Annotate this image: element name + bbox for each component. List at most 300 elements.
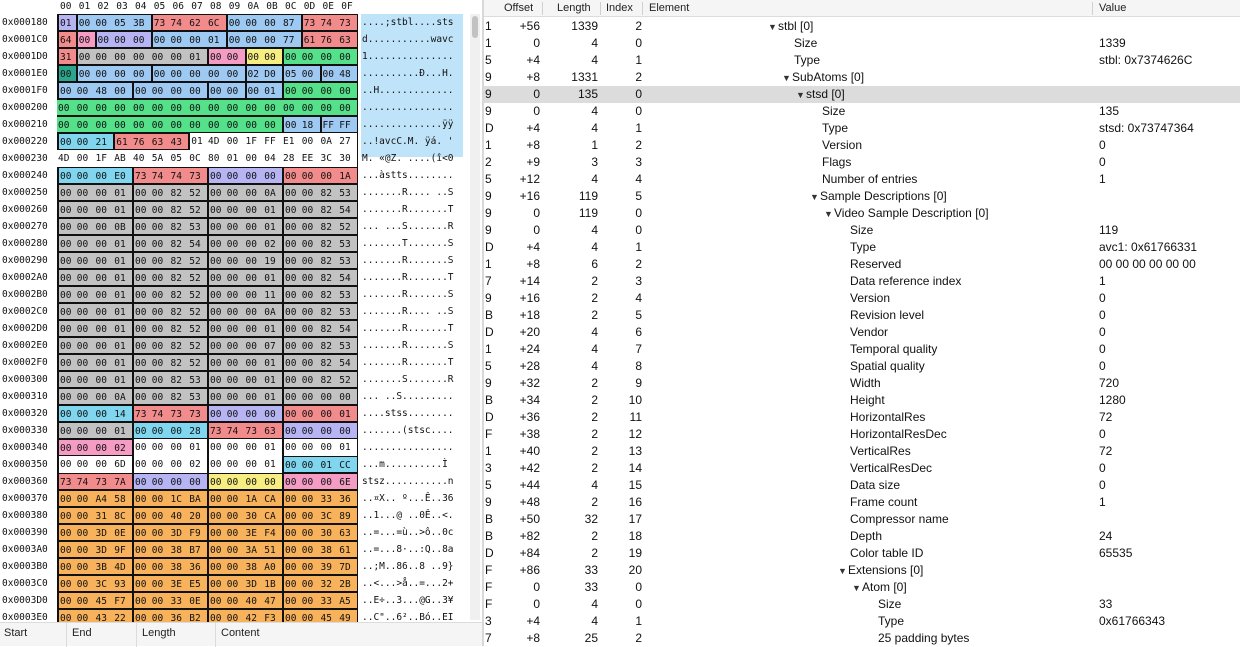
hex-byte[interactable]: 00 bbox=[207, 48, 226, 65]
hex-byte[interactable]: 21 bbox=[95, 133, 114, 150]
hex-byte[interactable]: 00 bbox=[76, 252, 95, 269]
hex-byte[interactable]: 82 bbox=[170, 320, 189, 337]
hex-byte[interactable]: 53 bbox=[338, 252, 357, 269]
hex-byte[interactable]: 00 bbox=[320, 439, 339, 456]
hex-byte[interactable]: 00 bbox=[132, 31, 151, 48]
ascii-row[interactable]: ... ..S......... bbox=[362, 391, 454, 402]
hex-byte[interactable]: 9F bbox=[113, 541, 132, 558]
hex-byte[interactable]: 00 bbox=[282, 388, 301, 405]
hex-byte[interactable]: 3E bbox=[245, 524, 264, 541]
hex-byte[interactable]: 82 bbox=[170, 303, 189, 320]
hex-byte[interactable]: 38 bbox=[245, 558, 264, 575]
hex-byte[interactable]: 00 bbox=[76, 558, 95, 575]
hex-byte[interactable]: 00 bbox=[95, 337, 114, 354]
hex-byte[interactable]: 00 bbox=[57, 609, 76, 622]
hex-byte[interactable]: 00 bbox=[226, 524, 245, 541]
hex-byte[interactable]: 4D bbox=[113, 558, 132, 575]
hex-byte[interactable]: 00 bbox=[245, 167, 264, 184]
hex-byte[interactable]: CC bbox=[338, 456, 357, 473]
hex-byte[interactable]: E1 bbox=[282, 133, 301, 150]
hex-byte[interactable]: 00 bbox=[95, 31, 114, 48]
hex-byte[interactable]: 00 bbox=[76, 303, 95, 320]
hex-byte[interactable]: 00 bbox=[226, 490, 245, 507]
hex-byte[interactable]: 00 bbox=[245, 354, 264, 371]
hex-byte[interactable]: 63 bbox=[338, 31, 357, 48]
hex-byte[interactable]: 00 bbox=[282, 541, 301, 558]
tree-row[interactable] bbox=[484, 630, 1240, 646]
hex-byte[interactable]: 43 bbox=[95, 609, 114, 622]
hex-byte[interactable]: 82 bbox=[170, 337, 189, 354]
hex-byte[interactable]: 00 bbox=[132, 490, 151, 507]
hex-byte[interactable]: 48 bbox=[338, 65, 357, 82]
hex-byte[interactable]: 01 bbox=[113, 252, 132, 269]
hex-byte[interactable]: 01 bbox=[188, 48, 207, 65]
hex-byte[interactable]: 00 bbox=[282, 609, 301, 622]
hex-byte[interactable]: 77 bbox=[282, 31, 301, 48]
hex-byte[interactable]: 1B bbox=[263, 575, 282, 592]
hex-byte[interactable]: 01 bbox=[263, 371, 282, 388]
hex-byte[interactable]: 00 bbox=[245, 235, 264, 252]
hex-byte[interactable]: 00 bbox=[132, 388, 151, 405]
hex-byte[interactable]: 00 bbox=[245, 184, 264, 201]
hex-byte[interactable]: 52 bbox=[338, 218, 357, 235]
hex-byte[interactable]: 00 bbox=[338, 48, 357, 65]
hex-byte[interactable]: 00 bbox=[76, 507, 95, 524]
column-header-element[interactable]: Element bbox=[649, 2, 690, 14]
hex-byte[interactable]: 00 bbox=[282, 167, 301, 184]
hex-byte[interactable]: 28 bbox=[282, 150, 301, 167]
hex-byte[interactable]: 00 bbox=[57, 456, 76, 473]
hex-byte[interactable]: 3E bbox=[170, 575, 189, 592]
hex-byte[interactable]: 00 bbox=[282, 116, 301, 133]
hex-byte[interactable]: 27 bbox=[338, 133, 357, 150]
hex-byte[interactable]: 00 bbox=[282, 320, 301, 337]
hex-byte[interactable]: 00 bbox=[207, 184, 226, 201]
hex-byte[interactable]: 01 bbox=[113, 286, 132, 303]
disclosure-triangle-icon[interactable]: ▼ bbox=[782, 73, 791, 83]
hex-byte[interactable]: 5A bbox=[151, 150, 170, 167]
hex-byte[interactable]: 00 bbox=[76, 133, 95, 150]
hex-byte[interactable]: EE bbox=[301, 150, 320, 167]
hex-byte[interactable]: 00 bbox=[301, 422, 320, 439]
ascii-row[interactable]: .......R.......T bbox=[362, 272, 454, 283]
hex-byte[interactable]: 00 bbox=[57, 592, 76, 609]
hex-byte[interactable]: 00 bbox=[226, 303, 245, 320]
hex-byte[interactable]: 00 bbox=[245, 371, 264, 388]
hex-byte[interactable]: 00 bbox=[57, 422, 76, 439]
hex-byte[interactable]: 1A bbox=[245, 490, 264, 507]
hex-byte[interactable]: 00 bbox=[76, 439, 95, 456]
hex-byte[interactable]: 00 bbox=[132, 235, 151, 252]
hex-byte[interactable]: 00 bbox=[151, 116, 170, 133]
ascii-row[interactable]: ..¤X.. º...Ê..36 bbox=[362, 493, 454, 504]
hex-byte[interactable]: 00 bbox=[76, 320, 95, 337]
hex-byte[interactable]: 00 bbox=[132, 269, 151, 286]
hex-byte[interactable]: 00 bbox=[207, 575, 226, 592]
hex-byte[interactable]: 82 bbox=[320, 303, 339, 320]
tree-row[interactable] bbox=[484, 69, 1240, 86]
hex-scrollbar-thumb[interactable] bbox=[472, 16, 478, 38]
hex-byte[interactable]: 53 bbox=[188, 388, 207, 405]
ascii-row[interactable]: .......R.......T bbox=[362, 357, 454, 368]
hex-byte[interactable]: 00 bbox=[188, 99, 207, 116]
hex-byte[interactable]: 00 bbox=[245, 388, 264, 405]
hex-byte[interactable]: 01 bbox=[263, 218, 282, 235]
hex-byte[interactable]: 00 bbox=[301, 218, 320, 235]
hex-byte[interactable]: 00 bbox=[226, 31, 245, 48]
hex-byte[interactable]: 00 bbox=[207, 167, 226, 184]
hex-byte[interactable]: 00 bbox=[207, 473, 226, 490]
hex-byte[interactable]: 00 bbox=[95, 371, 114, 388]
hex-byte[interactable]: 00 bbox=[57, 405, 76, 422]
hex-byte[interactable]: 73 bbox=[245, 422, 264, 439]
hex-byte[interactable]: 00 bbox=[113, 82, 132, 99]
hex-byte[interactable]: 38 bbox=[320, 541, 339, 558]
hex-byte[interactable]: 00 bbox=[320, 65, 339, 82]
hex-byte[interactable]: 00 bbox=[76, 235, 95, 252]
hex-byte[interactable]: 73 bbox=[57, 473, 76, 490]
hex-byte[interactable]: 00 bbox=[282, 490, 301, 507]
hex-byte[interactable]: 00 bbox=[170, 422, 189, 439]
hex-byte[interactable]: 52 bbox=[188, 269, 207, 286]
hex-byte[interactable]: 00 bbox=[245, 456, 264, 473]
hex-byte[interactable]: 00 bbox=[188, 65, 207, 82]
hex-byte[interactable]: 00 bbox=[132, 320, 151, 337]
ascii-row[interactable]: .......R.......T bbox=[362, 204, 454, 215]
hex-byte[interactable]: 00 bbox=[132, 337, 151, 354]
hex-byte[interactable]: 00 bbox=[301, 558, 320, 575]
hex-byte[interactable]: 00 bbox=[320, 388, 339, 405]
hex-byte[interactable]: 00 bbox=[132, 286, 151, 303]
hex-byte[interactable]: 00 bbox=[57, 337, 76, 354]
hex-byte[interactable]: 52 bbox=[188, 337, 207, 354]
hex-byte[interactable]: 54 bbox=[338, 201, 357, 218]
hex-byte[interactable]: 52 bbox=[338, 371, 357, 388]
hex-byte[interactable]: 00 bbox=[76, 609, 95, 622]
hex-byte[interactable]: 00 bbox=[95, 99, 114, 116]
ascii-row[interactable]: M. «@Z. ....(î<0 bbox=[362, 153, 454, 164]
hex-byte[interactable]: 00 bbox=[132, 201, 151, 218]
hex-byte[interactable]: 3C bbox=[95, 575, 114, 592]
hex-byte[interactable]: 00 bbox=[301, 592, 320, 609]
hex-byte[interactable]: 00 bbox=[76, 14, 95, 31]
ascii-row[interactable]: ... ...S.......R bbox=[362, 221, 454, 232]
hex-byte[interactable]: 00 bbox=[95, 65, 114, 82]
hex-byte[interactable]: 00 bbox=[76, 48, 95, 65]
hex-byte[interactable]: 61 bbox=[301, 31, 320, 48]
hex-byte[interactable]: 00 bbox=[132, 371, 151, 388]
hex-byte[interactable]: 54 bbox=[338, 320, 357, 337]
hex-byte[interactable]: 6C bbox=[207, 14, 226, 31]
hex-byte[interactable]: 54 bbox=[188, 235, 207, 252]
hex-byte[interactable]: 52 bbox=[188, 320, 207, 337]
hex-byte[interactable]: 00 bbox=[282, 218, 301, 235]
hex-byte[interactable]: 00 bbox=[76, 337, 95, 354]
hex-byte[interactable]: 00 bbox=[263, 99, 282, 116]
ascii-row[interactable]: 1............... bbox=[362, 51, 454, 62]
hex-byte[interactable]: 64 bbox=[57, 31, 76, 48]
hex-byte[interactable]: 61 bbox=[338, 541, 357, 558]
hex-byte[interactable]: 61 bbox=[113, 133, 132, 150]
hex-byte[interactable]: 00 bbox=[226, 388, 245, 405]
tree-row[interactable] bbox=[484, 443, 1240, 460]
hex-byte[interactable]: 73 bbox=[170, 405, 189, 422]
hex-byte[interactable]: 00 bbox=[113, 65, 132, 82]
hex-byte[interactable]: 00 bbox=[170, 31, 189, 48]
hex-byte[interactable]: 00 bbox=[245, 303, 264, 320]
hex-byte[interactable]: 00 bbox=[76, 218, 95, 235]
hex-byte[interactable]: 00 bbox=[76, 456, 95, 473]
hex-byte[interactable]: 00 bbox=[282, 337, 301, 354]
hex-byte[interactable]: 00 bbox=[338, 388, 357, 405]
hex-byte[interactable]: 02 bbox=[263, 235, 282, 252]
hex-byte[interactable]: 00 bbox=[263, 167, 282, 184]
hex-byte[interactable]: 0A bbox=[263, 184, 282, 201]
tree-row[interactable] bbox=[484, 324, 1240, 341]
hex-byte[interactable]: 00 bbox=[57, 541, 76, 558]
hex-byte[interactable]: 82 bbox=[320, 286, 339, 303]
hex-byte[interactable]: 3C bbox=[320, 507, 339, 524]
hex-byte[interactable]: 00 bbox=[132, 354, 151, 371]
hex-byte[interactable]: 73 bbox=[188, 167, 207, 184]
hex-byte[interactable]: 1C bbox=[170, 490, 189, 507]
tree-row[interactable] bbox=[484, 426, 1240, 443]
tree-row[interactable] bbox=[484, 290, 1240, 307]
hex-byte[interactable]: 00 bbox=[282, 99, 301, 116]
hex-byte[interactable]: 36 bbox=[170, 609, 189, 622]
hex-byte[interactable]: 31 bbox=[57, 48, 76, 65]
ascii-row[interactable]: ..!avcC.M. ÿá. ' bbox=[362, 136, 454, 147]
hex-byte[interactable]: 00 bbox=[282, 286, 301, 303]
hex-byte[interactable]: 00 bbox=[151, 269, 170, 286]
hex-byte[interactable]: 00 bbox=[282, 592, 301, 609]
ascii-row[interactable]: .......S.......R bbox=[362, 374, 454, 385]
hex-byte[interactable]: 32 bbox=[320, 575, 339, 592]
hex-byte[interactable]: 00 bbox=[188, 116, 207, 133]
hex-byte[interactable]: 00 bbox=[76, 269, 95, 286]
hex-byte[interactable]: 00 bbox=[226, 82, 245, 99]
hex-byte[interactable]: 1F bbox=[245, 133, 264, 150]
disclosure-triangle-icon[interactable]: ▼ bbox=[838, 566, 847, 576]
hex-byte[interactable]: 53 bbox=[338, 337, 357, 354]
hex-byte[interactable]: 3C bbox=[320, 150, 339, 167]
hex-byte[interactable]: 00 bbox=[207, 439, 226, 456]
hex-byte[interactable]: 00 bbox=[95, 14, 114, 31]
hex-byte[interactable]: 00 bbox=[245, 201, 264, 218]
hex-byte[interactable]: 00 bbox=[57, 99, 76, 116]
hex-byte[interactable]: 00 bbox=[282, 303, 301, 320]
hex-byte[interactable]: 00 bbox=[245, 473, 264, 490]
ascii-row[interactable]: .......R.......S bbox=[362, 340, 454, 351]
hex-byte[interactable]: 53 bbox=[338, 303, 357, 320]
tree-row[interactable] bbox=[484, 307, 1240, 324]
hex-byte[interactable]: 0A bbox=[320, 133, 339, 150]
hex-byte[interactable]: 00 bbox=[301, 320, 320, 337]
hex-byte[interactable]: 00 bbox=[132, 541, 151, 558]
column-header-value[interactable]: Value bbox=[1099, 2, 1127, 14]
tree-row[interactable] bbox=[484, 103, 1240, 120]
hex-byte[interactable]: 1F bbox=[95, 150, 114, 167]
hex-byte[interactable]: 74 bbox=[76, 473, 95, 490]
hex-byte[interactable]: 00 bbox=[132, 439, 151, 456]
tree-row[interactable] bbox=[484, 35, 1240, 52]
hex-byte[interactable]: 49 bbox=[338, 609, 357, 622]
hex-byte[interactable]: 01 bbox=[113, 235, 132, 252]
hex-byte[interactable]: 40 bbox=[132, 150, 151, 167]
hex-byte[interactable]: 00 bbox=[132, 218, 151, 235]
hex-byte[interactable]: 87 bbox=[282, 14, 301, 31]
hex-byte[interactable]: 02 bbox=[245, 65, 264, 82]
hex-byte[interactable]: 00 bbox=[132, 422, 151, 439]
hex-byte[interactable]: 00 bbox=[226, 558, 245, 575]
hex-byte[interactable]: 00 bbox=[301, 490, 320, 507]
hex-byte[interactable]: 00 bbox=[57, 252, 76, 269]
hex-byte[interactable]: F4 bbox=[263, 524, 282, 541]
hex-byte[interactable]: 00 bbox=[151, 65, 170, 82]
hex-byte[interactable]: 00 bbox=[95, 439, 114, 456]
hex-byte[interactable]: 1A bbox=[338, 167, 357, 184]
hex-byte[interactable]: A0 bbox=[263, 558, 282, 575]
hex-byte[interactable]: 00 bbox=[226, 269, 245, 286]
hex-byte[interactable]: 00 bbox=[132, 303, 151, 320]
tree-row[interactable] bbox=[484, 409, 1240, 426]
hex-byte[interactable]: 00 bbox=[301, 48, 320, 65]
hex-byte[interactable]: 00 bbox=[226, 235, 245, 252]
disclosure-triangle-icon[interactable]: ▼ bbox=[852, 583, 861, 593]
hex-byte[interactable]: 00 bbox=[245, 320, 264, 337]
tree-row[interactable] bbox=[484, 579, 1240, 596]
hex-byte[interactable]: 14 bbox=[113, 405, 132, 422]
hex-byte[interactable]: 01 bbox=[188, 133, 207, 150]
ascii-row[interactable]: ..............ÿÿ bbox=[362, 119, 454, 130]
hex-byte[interactable]: 00 bbox=[338, 82, 357, 99]
ascii-row[interactable]: ....;stbl....sts bbox=[362, 17, 454, 28]
hex-byte[interactable]: 00 bbox=[282, 456, 301, 473]
hex-byte[interactable]: AB bbox=[113, 150, 132, 167]
hex-byte[interactable]: 00 bbox=[170, 439, 189, 456]
hex-byte[interactable]: 01 bbox=[338, 439, 357, 456]
hex-byte[interactable]: 47 bbox=[263, 592, 282, 609]
tree-row[interactable] bbox=[484, 375, 1240, 392]
hex-byte[interactable]: 00 bbox=[132, 473, 151, 490]
hex-byte[interactable]: 00 bbox=[151, 439, 170, 456]
hex-byte[interactable]: B7 bbox=[188, 541, 207, 558]
hex-byte[interactable]: 89 bbox=[338, 507, 357, 524]
hex-byte[interactable]: 00 bbox=[282, 524, 301, 541]
ascii-row[interactable]: .......(stsc.... bbox=[362, 425, 454, 436]
hex-byte[interactable]: 00 bbox=[207, 371, 226, 388]
hex-byte[interactable]: 00 bbox=[226, 99, 245, 116]
hex-byte[interactable]: 3B bbox=[95, 558, 114, 575]
hex-byte[interactable]: 58 bbox=[113, 490, 132, 507]
hex-byte[interactable]: 00 bbox=[57, 490, 76, 507]
hex-byte[interactable]: 00 bbox=[207, 320, 226, 337]
hex-byte[interactable]: 00 bbox=[282, 473, 301, 490]
hex-byte[interactable]: 00 bbox=[132, 507, 151, 524]
hex-byte[interactable]: 01 bbox=[113, 371, 132, 388]
hex-byte[interactable]: 00 bbox=[226, 337, 245, 354]
hex-byte[interactable]: 00 bbox=[282, 184, 301, 201]
hex-byte[interactable]: 00 bbox=[245, 82, 264, 99]
hex-byte[interactable]: 45 bbox=[95, 592, 114, 609]
hex-byte[interactable]: CA bbox=[263, 507, 282, 524]
ascii-row[interactable]: ................ bbox=[362, 442, 454, 453]
hex-byte[interactable]: 00 bbox=[57, 320, 76, 337]
hex-byte[interactable]: 00 bbox=[57, 575, 76, 592]
hex-byte[interactable]: 39 bbox=[320, 558, 339, 575]
tree-row[interactable] bbox=[484, 205, 1240, 222]
hex-byte[interactable]: 3A bbox=[245, 541, 264, 558]
hex-byte[interactable]: 00 bbox=[76, 82, 95, 99]
hex-byte[interactable]: 74 bbox=[151, 405, 170, 422]
hex-byte[interactable]: 00 bbox=[132, 592, 151, 609]
hex-byte[interactable]: 00 bbox=[245, 48, 264, 65]
hex-byte[interactable]: 4D bbox=[207, 133, 226, 150]
hex-byte[interactable]: 01 bbox=[263, 439, 282, 456]
hex-byte[interactable]: 00 bbox=[301, 133, 320, 150]
tree-row[interactable] bbox=[484, 239, 1240, 256]
hex-byte[interactable]: 00 bbox=[226, 473, 245, 490]
hex-byte[interactable]: 00 bbox=[207, 116, 226, 133]
hex-byte[interactable]: 01 bbox=[226, 150, 245, 167]
hex-byte[interactable]: 00 bbox=[132, 524, 151, 541]
hex-byte[interactable]: 00 bbox=[57, 116, 76, 133]
hex-byte[interactable]: 38 bbox=[170, 558, 189, 575]
hex-byte[interactable]: 00 bbox=[95, 456, 114, 473]
ascii-row[interactable]: ..H............. bbox=[362, 85, 454, 96]
hex-byte[interactable]: 00 bbox=[301, 252, 320, 269]
hex-byte[interactable]: 01 bbox=[263, 269, 282, 286]
hex-byte[interactable]: 00 bbox=[95, 167, 114, 184]
hex-byte[interactable]: 00 bbox=[132, 609, 151, 622]
hex-byte[interactable]: 00 bbox=[301, 99, 320, 116]
hex-byte[interactable]: 80 bbox=[207, 150, 226, 167]
hex-byte[interactable]: 00 bbox=[282, 269, 301, 286]
disclosure-triangle-icon[interactable]: ▼ bbox=[810, 192, 819, 202]
hex-byte[interactable]: 00 bbox=[57, 388, 76, 405]
hex-byte[interactable]: 73 bbox=[301, 14, 320, 31]
hex-byte[interactable]: 00 bbox=[301, 524, 320, 541]
hex-byte[interactable]: 00 bbox=[245, 218, 264, 235]
hex-byte[interactable]: 00 bbox=[57, 133, 76, 150]
hex-byte[interactable]: 00 bbox=[57, 269, 76, 286]
hex-byte[interactable]: 00 bbox=[57, 558, 76, 575]
hex-byte[interactable]: 74 bbox=[170, 14, 189, 31]
hex-byte[interactable]: 82 bbox=[320, 269, 339, 286]
hex-byte[interactable]: 00 bbox=[226, 592, 245, 609]
hex-byte[interactable]: 00 bbox=[151, 422, 170, 439]
hex-byte[interactable]: D0 bbox=[263, 65, 282, 82]
hex-byte[interactable]: 00 bbox=[76, 116, 95, 133]
hex-byte[interactable]: 00 bbox=[263, 405, 282, 422]
tree-row[interactable] bbox=[484, 86, 1240, 103]
hex-byte[interactable]: 00 bbox=[151, 609, 170, 622]
hex-byte[interactable]: 00 bbox=[132, 116, 151, 133]
hex-byte[interactable]: 00 bbox=[95, 116, 114, 133]
hex-byte[interactable]: 45 bbox=[320, 609, 339, 622]
hex-byte[interactable]: 53 bbox=[338, 235, 357, 252]
hex-byte[interactable]: 00 bbox=[226, 252, 245, 269]
hex-byte[interactable]: 01 bbox=[188, 439, 207, 456]
hex-byte[interactable]: 30 bbox=[338, 150, 357, 167]
hex-byte[interactable]: 00 bbox=[132, 48, 151, 65]
hex-byte[interactable]: 00 bbox=[320, 99, 339, 116]
hex-byte[interactable]: 00 bbox=[151, 48, 170, 65]
hex-byte[interactable]: F3 bbox=[263, 609, 282, 622]
hex-byte[interactable]: 05 bbox=[282, 65, 301, 82]
hex-byte[interactable]: 00 bbox=[282, 201, 301, 218]
hex-byte[interactable]: 00 bbox=[188, 82, 207, 99]
